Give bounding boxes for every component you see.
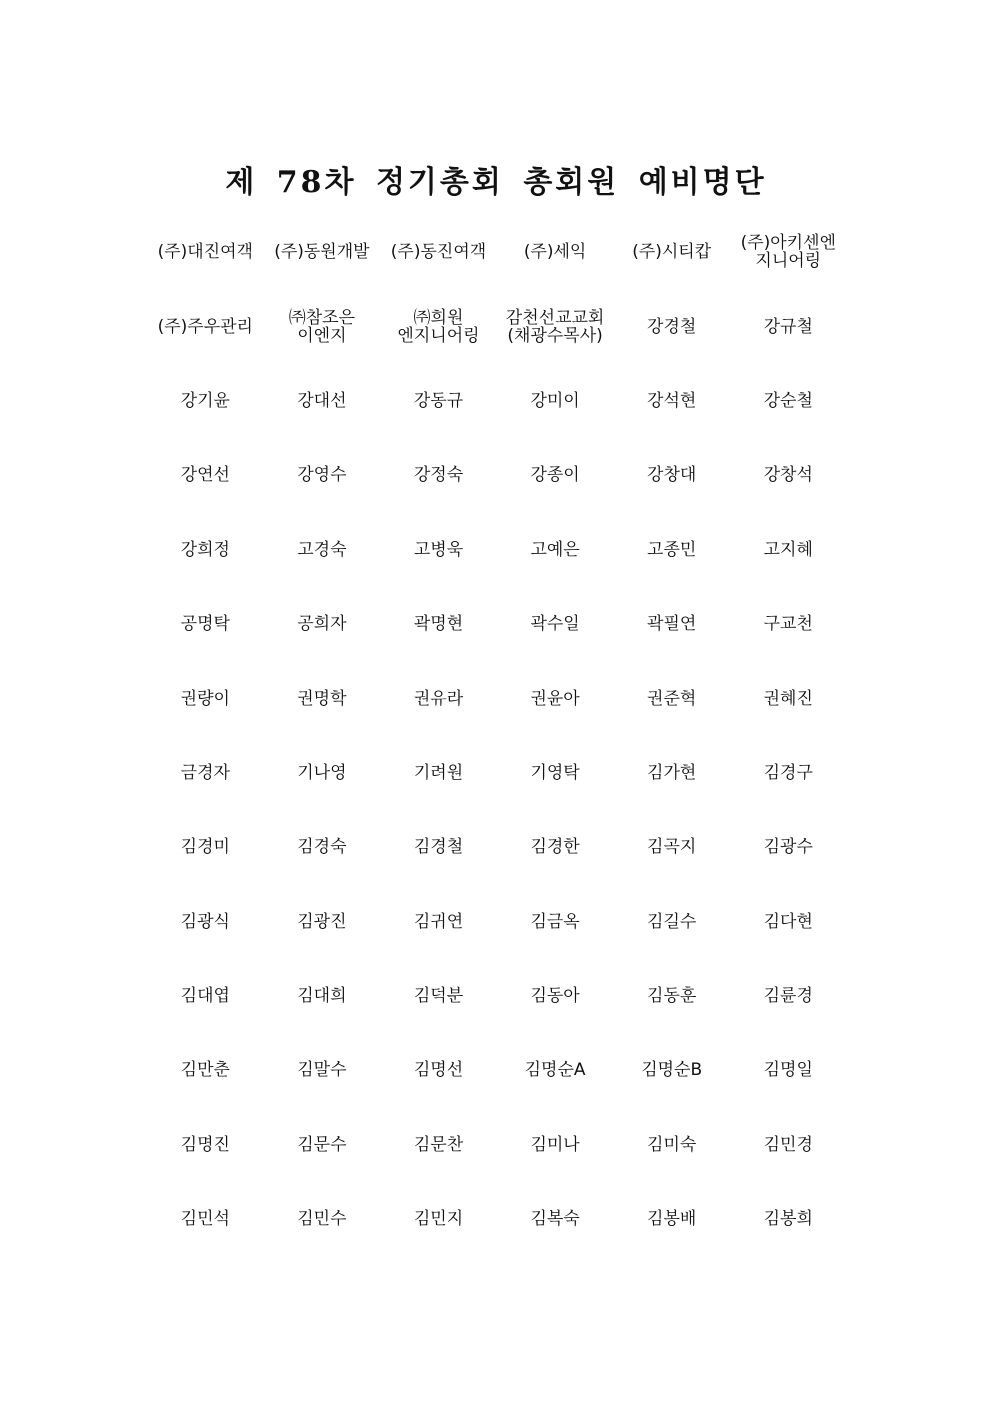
member-name: 김복숙 bbox=[530, 1209, 580, 1230]
roster-row bbox=[147, 661, 847, 735]
member-name: 강희정 bbox=[180, 539, 230, 560]
member-name: 김동훈 bbox=[647, 986, 697, 1007]
member-name: 김광식 bbox=[180, 911, 230, 932]
member-name: 기영탁 bbox=[530, 762, 580, 783]
member-name: 김봉희 bbox=[763, 1209, 813, 1230]
member-name: 권혜진 bbox=[763, 688, 813, 709]
member-name: 김문수 bbox=[297, 1134, 347, 1155]
member-name: 고종민 bbox=[647, 539, 697, 560]
roster-row bbox=[147, 1033, 847, 1107]
member-name: 김경구 bbox=[763, 762, 813, 783]
member-name: 김명진 bbox=[180, 1134, 230, 1155]
member-name: 고예은 bbox=[530, 539, 580, 560]
member-name: 공희자 bbox=[297, 614, 347, 635]
member-name: 김길수 bbox=[647, 911, 697, 932]
roster-row bbox=[147, 736, 847, 810]
member-name: 강기윤 bbox=[180, 390, 230, 411]
member-name: 김문찬 bbox=[413, 1134, 464, 1155]
member-name: 김미숙 bbox=[647, 1134, 697, 1155]
roster-row bbox=[147, 587, 847, 661]
member-name: 강동규 bbox=[413, 390, 464, 411]
member-name: 권명학 bbox=[297, 688, 347, 709]
member-name: (주)아키센엔 지니어링 bbox=[740, 233, 836, 272]
roster-row bbox=[147, 1108, 847, 1182]
member-name: (주)주우관리 bbox=[157, 316, 253, 337]
member-name: 김민지 bbox=[413, 1209, 464, 1230]
member-name: 강영수 bbox=[297, 465, 347, 486]
member-name: 김다현 bbox=[763, 911, 813, 932]
member-name: 김봉배 bbox=[647, 1209, 697, 1230]
member-name: 김경철 bbox=[413, 837, 464, 858]
member-name: ㈜희원 엔지니어링 bbox=[397, 307, 480, 346]
member-name: 김말수 bbox=[297, 1060, 347, 1081]
member-name: 강규철 bbox=[763, 316, 813, 337]
member-name: (주)동원개발 bbox=[274, 242, 370, 263]
member-name: 김민경 bbox=[763, 1134, 813, 1155]
member-name: 구교천 bbox=[763, 614, 813, 635]
member-name: 금경자 bbox=[180, 762, 230, 783]
member-name: 김명순B bbox=[641, 1060, 703, 1081]
member-name: 강미이 bbox=[530, 390, 580, 411]
member-name: 강대선 bbox=[297, 390, 347, 411]
member-name: 김명선 bbox=[413, 1060, 464, 1081]
member-name: 김광진 bbox=[297, 911, 347, 932]
member-name: 고병욱 bbox=[413, 539, 464, 560]
roster-row bbox=[147, 959, 847, 1033]
member-name: (주)대진여객 bbox=[157, 242, 253, 263]
member-name: (주)시티캅 bbox=[632, 242, 712, 263]
member-name: 강창대 bbox=[647, 465, 697, 486]
member-name: 김가현 bbox=[647, 762, 697, 783]
member-name: 감천선교교회 (채광수목사) bbox=[505, 307, 605, 346]
roster-row bbox=[147, 364, 847, 438]
member-name: 강석현 bbox=[647, 390, 697, 411]
member-name: 강종이 bbox=[530, 465, 580, 486]
member-name: 김명순A bbox=[524, 1060, 586, 1081]
member-name: 김륜경 bbox=[763, 986, 813, 1007]
member-name: 곽수일 bbox=[530, 614, 580, 635]
member-name: 김동아 bbox=[530, 986, 580, 1007]
member-name: 강경철 bbox=[647, 316, 697, 337]
page-title: 제 78차 정기총회 총회원 예비명단 bbox=[225, 165, 767, 200]
member-name: 공명탁 bbox=[180, 614, 230, 635]
member-name: (주)동진여객 bbox=[390, 242, 487, 263]
member-name: 김대희 bbox=[297, 986, 347, 1007]
member-name: 강창석 bbox=[763, 465, 813, 486]
member-name: 김광수 bbox=[763, 837, 813, 858]
member-name: 권유라 bbox=[413, 688, 464, 709]
roster-row bbox=[147, 513, 847, 587]
member-name: 강순철 bbox=[763, 390, 813, 411]
roster-row bbox=[147, 1182, 847, 1256]
roster-row bbox=[147, 810, 847, 884]
member-name: 곽명현 bbox=[413, 614, 464, 635]
member-name: 권윤아 bbox=[530, 688, 580, 709]
member-name: 김귀연 bbox=[413, 911, 464, 932]
member-name: 권준혁 bbox=[647, 688, 697, 709]
member-name: 고지혜 bbox=[763, 539, 813, 560]
member-name: 김민석 bbox=[180, 1209, 230, 1230]
member-name: (주)세익 bbox=[523, 242, 587, 263]
member-name: 기려원 bbox=[413, 762, 464, 783]
roster-row bbox=[147, 438, 847, 512]
member-name: 기나영 bbox=[297, 762, 347, 783]
member-name: 김금옥 bbox=[530, 911, 580, 932]
member-name: 김곡지 bbox=[647, 837, 697, 858]
roster-row bbox=[147, 215, 847, 289]
roster-row bbox=[147, 289, 847, 363]
member-name: ㈜참조은 이엔지 bbox=[288, 307, 356, 346]
member-roster-table bbox=[147, 215, 847, 1256]
member-name: 권량이 bbox=[180, 688, 230, 709]
member-name: 김경숙 bbox=[297, 837, 347, 858]
member-name: 김만춘 bbox=[180, 1060, 230, 1081]
member-name: 김경한 bbox=[530, 837, 580, 858]
member-name: 고경숙 bbox=[297, 539, 347, 560]
roster-row bbox=[147, 885, 847, 959]
member-name: 김민수 bbox=[297, 1209, 347, 1230]
member-name: 곽필연 bbox=[647, 614, 697, 635]
member-name: 강정숙 bbox=[413, 465, 464, 486]
member-name: 김명일 bbox=[763, 1060, 813, 1081]
member-name: 김경미 bbox=[180, 837, 230, 858]
member-name: 강연선 bbox=[180, 465, 230, 486]
member-name: 김덕분 bbox=[413, 986, 464, 1007]
member-name: 김미나 bbox=[530, 1134, 580, 1155]
member-name: 김대엽 bbox=[180, 986, 230, 1007]
